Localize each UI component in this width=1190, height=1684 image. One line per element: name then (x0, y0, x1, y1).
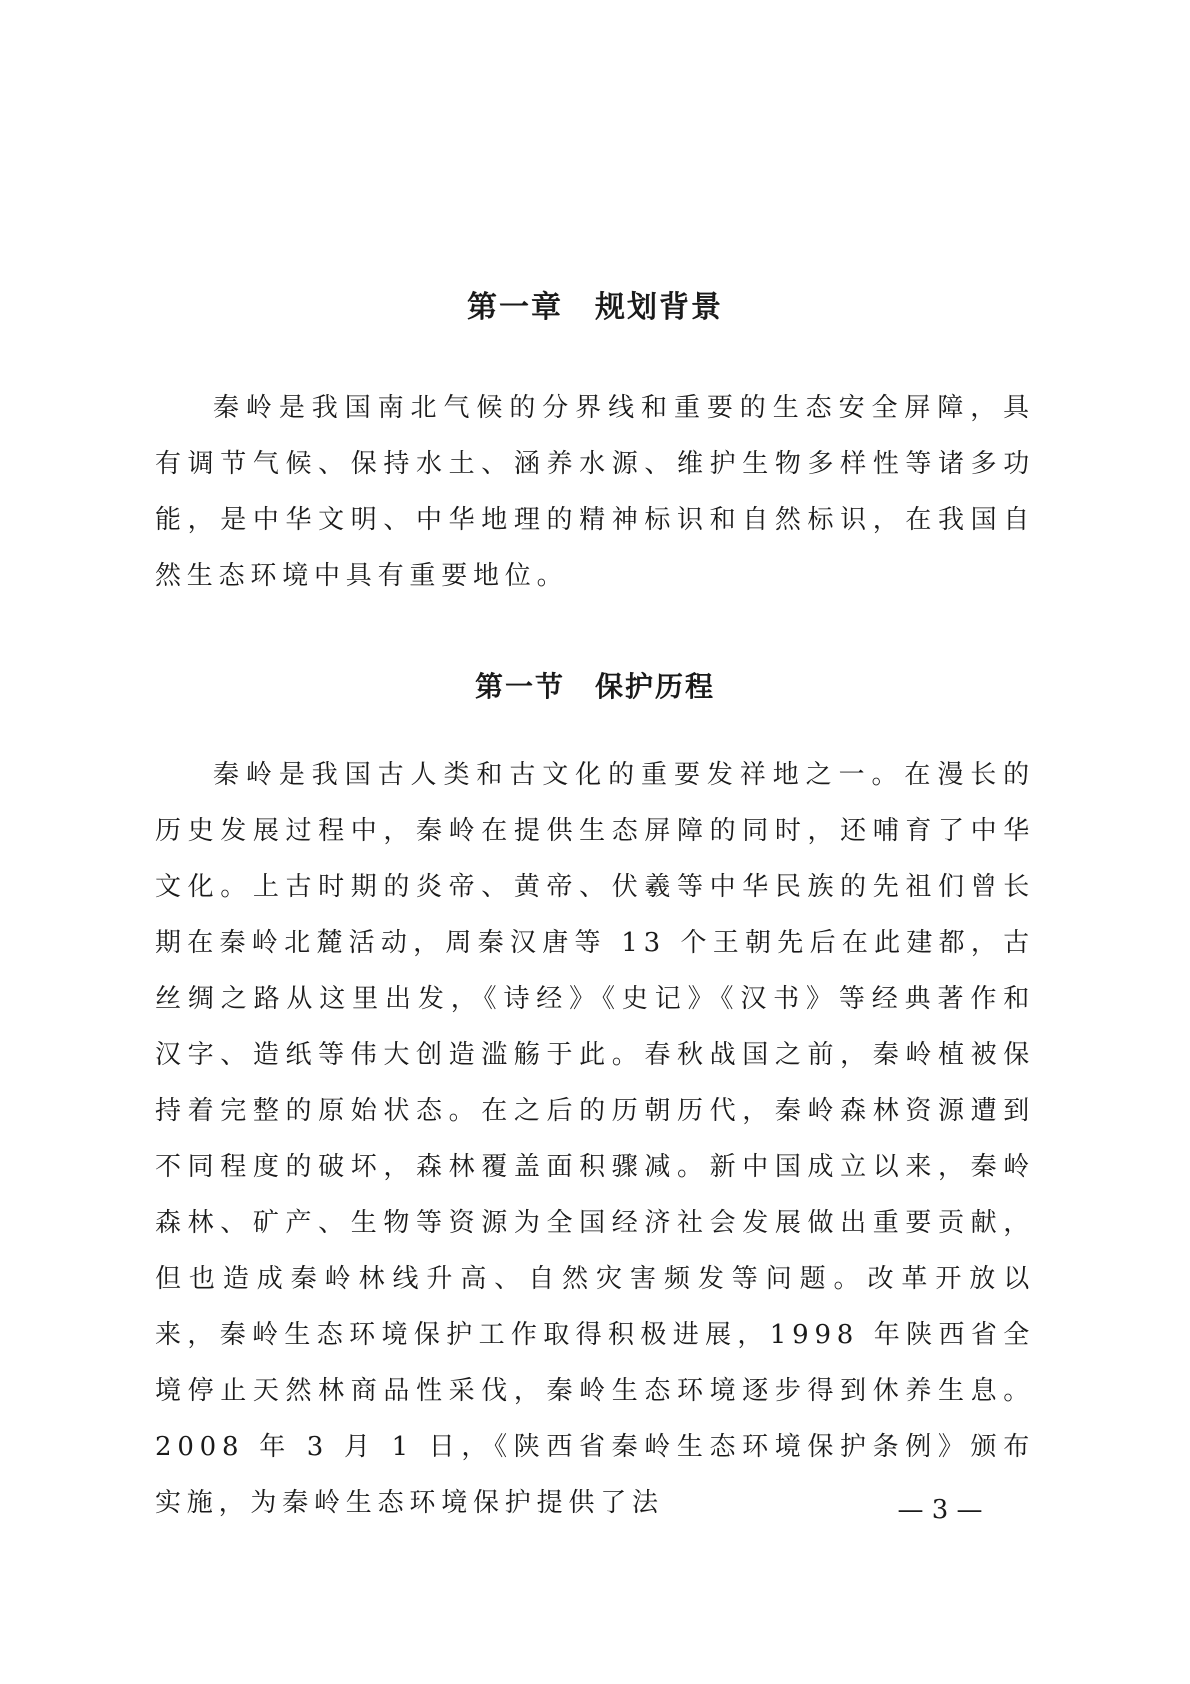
intro-paragraph: 秦岭是我国南北气候的分界线和重要的生态安全屏障，具有调节气候、保持水土、涵养水源、维护生物多样性等诸多功能，是中华文明、中华地理的精神标识和自然标识，在我国自然生态环境中具有重要地位。 (155, 393, 1035, 591)
section-title: 第一节 保护历程 (474, 670, 715, 703)
chapter-title: 第一章 规划背景 (467, 290, 723, 325)
section-paragraph: 秦岭是我国古人类和古文化的重要发祥地之一。在漫长的历史发展过程中，秦岭在提供生态屏障的同时，还哺育了中华文化。上古时期的炎帝、黄帝、伏羲等中华民族的先祖们曾长期在秦岭北麓活动，周秦汉唐等 13 个王朝先后在此建都，古丝绸之路从这里出发，《诗经》《史记》《汉书》等经典著作和汉字、造纸等伟大创造滥觞于此。春秋战国之前，秦岭植被保持着完整的原始状态。在之后的历朝历代，秦岭森林资源遭到不同程度的破坏，森林覆盖面积骤减。新中国成立以来，秦岭森林、矿产、生物等资源为全国经济社会发展做出重要贡献，但也造成秦岭林线升高、自然灾害频发等问题。改革开放以来，秦岭生态环境保护工作取得积极进展，1998 年陕西省全境停止天然林商品性采伐，秦岭生态环境逐步得到休养生息。2008 年 3 月 1 日，《陕西省秦岭生态环境保护条例》颁布实施，为秦岭生态环境保护提供了法 (155, 760, 1035, 1518)
page-number: — 3 — (897, 1495, 983, 1525)
